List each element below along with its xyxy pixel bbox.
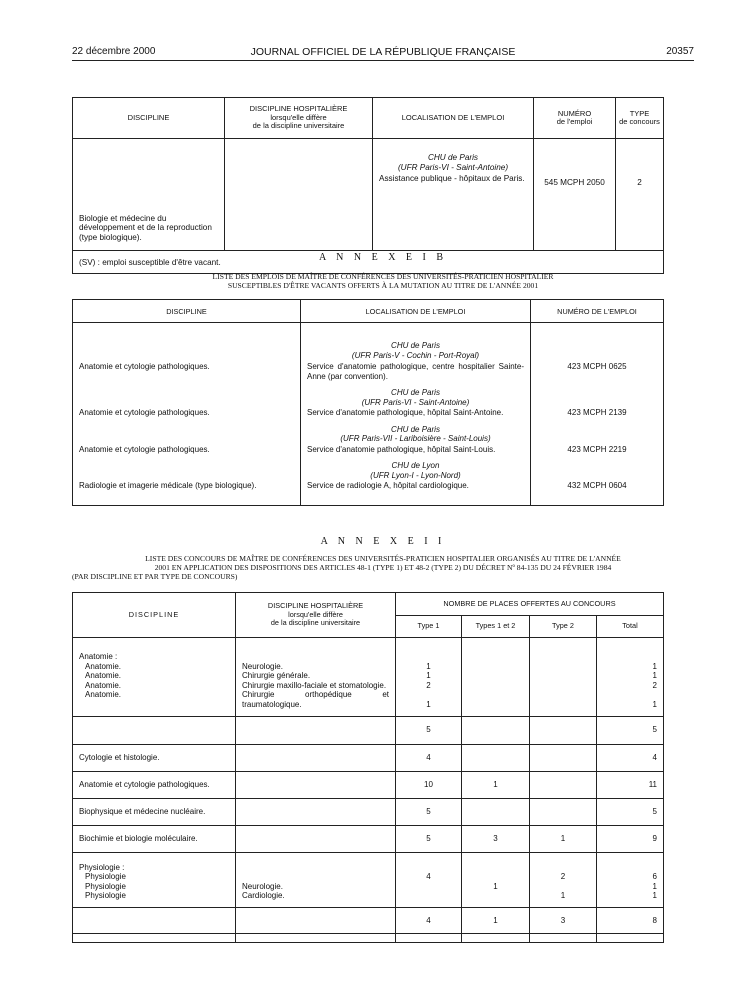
continuation-table [72,97,664,274]
col-header-discipline: DISCIPLINE [73,593,236,638]
numero-cell: 423 MCPH 2139 [531,408,664,418]
table-row [73,362,664,381]
numero-cell: 423 MCPH 0625 [531,362,664,381]
col-header-type: TYPE de concours [616,98,664,139]
col-header-discipline: DISCIPLINE [73,98,225,139]
table-row: CHU de Paris (UFR Paris-V - Cochin - Port-Royal) [73,341,664,362]
discipline-cell: Anatomie et cytologie pathologiques. [73,408,301,418]
table-row: Anatomie. Chirurgie orthopédique et traumatologique. 1 1 [73,690,664,709]
table-row: CHU de Lyon (UFR Lyon-I - Lyon-Nord) [73,454,664,481]
table-row: CHU de Paris (UFR Paris-VII - Lariboisière - Saint-Louis) [73,418,664,445]
annex-ib-table [72,299,664,506]
discipline-cell: Anatomie et cytologie pathologiques. [73,445,301,455]
col-header-numero: NUMÉRO DE L'EMPLOI [531,300,664,323]
publication-date: 22 décembre 2000 [72,46,156,57]
col-header-localisation: LOCALISATION DE L'EMPLOI [301,300,531,323]
subtotal-row: 4 1 3 8 [73,907,664,933]
table-row: Physiologie Neurologie. 1 1 [73,882,664,892]
annex-ii-title: A N N E X E I I [320,536,446,547]
col-header-places: NOMBRE DE PLACES OFFERTES AU CONCOURS [396,593,664,616]
localisation-cell: Service de radiologie A, hôpital cardiologique. [301,481,531,491]
col-header-total: Total [597,616,664,638]
header-rule [72,60,694,61]
journal-title: JOURNAL OFFICIEL DE LA RÉPUBLIQUE FRANÇAISE [250,46,516,58]
table-row [73,139,664,251]
col-header-discipline: DISCIPLINE [73,300,301,323]
localisation-cell: Service d'anatomie pathologique, centre hospitalier Sainte-Anne (par convention). [301,362,531,381]
footnote: (SV) : emploi susceptible d'être vacant. [73,251,664,274]
col-header-localisation: LOCALISATION DE L'EMPLOI [373,98,534,139]
table-row: Biochimie et biologie moléculaire. 5 3 1 9 [73,825,664,852]
localisation-cell: Service d'anatomie pathologique, hôpital Saint-Louis. [301,445,531,455]
table-row: Physiologie 4 2 6 [73,872,664,882]
col-header-types12: Types 1 et 2 [462,616,530,638]
table-row [73,481,664,491]
group-heading: Anatomie : [73,638,236,662]
table-row [73,445,664,455]
discipline-cell: Anatomie et cytologie pathologiques. [73,362,301,381]
table-row: Anatomie et cytologie pathologiques. 10 1 11 [73,771,664,798]
table-row: Anatomie. Chirurgie maxillo-faciale et stomatologie. 2 2 [73,681,664,691]
page-number: 20357 [666,46,694,57]
table-row: Physiologie Cardiologie. 1 1 [73,891,664,901]
type-cell: 2 [616,139,664,251]
localisation-cell: CHU de Paris (UFR Paris-VI - Saint-Antoine) Assistance publique - hôpitaux de Paris. [373,139,534,251]
discipline-cell: Radiologie et imagerie médicale (type biologique). [73,481,301,491]
table-row: CHU de Paris (UFR Paris-VI - Saint-Antoine) [73,381,664,408]
table-row: Cytologie et histologie. 4 4 [73,744,664,771]
table-row: Anatomie. Neurologie. 1 1 [73,662,664,672]
subtotal-row: 5 5 [73,716,664,744]
annex-ii-subtitle: LISTE DES CONCOURS DE MAÎTRE DE CONFÉRENCES DES UNIVERSITÉS-PRATICIEN HOSPITALIER ORGANISÉS AU TITRE DE L'ANNÉE 2001 EN APPLICATION DES DISPOSITIONS DES ARTICLES 48-1 (TYPE 1) ET 48-2 (TYPE 2) DU DÉCRET Nº 84-135 DU 24 FÉVRIER 1984 (PAR DISCIPLINE ET PAR TYPE DE CONCOURS) [72,554,621,581]
discipline-cell: Biologie et médecine du développement et de la reproduction (type biologique). [73,139,225,251]
col-header-type2: Type 2 [530,616,597,638]
localisation-cell: Service d'anatomie pathologique, hôpital Saint-Antoine. [301,408,531,418]
col-header-hospital-discipline: DISCIPLINE HOSPITALIÈRE lorsqu'elle diffère de la discipline universitaire [236,593,396,638]
page-header [72,46,694,60]
numero-cell: 432 MCPH 0604 [531,481,664,491]
annex-ib-subtitle: LISTE DES EMPLOIS DE MAÎTRE DE CONFÉRENCES DES UNIVERSITÉS-PRATICIEN HOSPITALIER SUSCEPTIBLES D'ÊTRE VACANTS OFFERTS À LA MUTATION AU TITRE DE L'ANNÉE 2001 [212,272,554,290]
col-header-numero: NUMÉRO de l'emploi [534,98,616,139]
table-row: Biophysique et médecine nucléaire. 5 5 [73,798,664,825]
col-header-hospital-discipline: DISCIPLINE HOSPITALIÈRE lorsqu'elle diffère de la discipline universitaire [225,98,373,139]
annex-ib-title: A N N E X E I B [318,252,448,263]
annex-ii-table [72,592,664,943]
col-header-type1: Type 1 [396,616,462,638]
table-row [73,408,664,418]
numero-cell: 423 MCPH 2219 [531,445,664,455]
numero-cell: 545 MCPH 2050 [534,139,616,251]
group-heading: Physiologie : [73,852,236,872]
hospital-discipline-cell [225,139,373,251]
table-row: Anatomie. Chirurgie générale. 1 1 [73,671,664,681]
